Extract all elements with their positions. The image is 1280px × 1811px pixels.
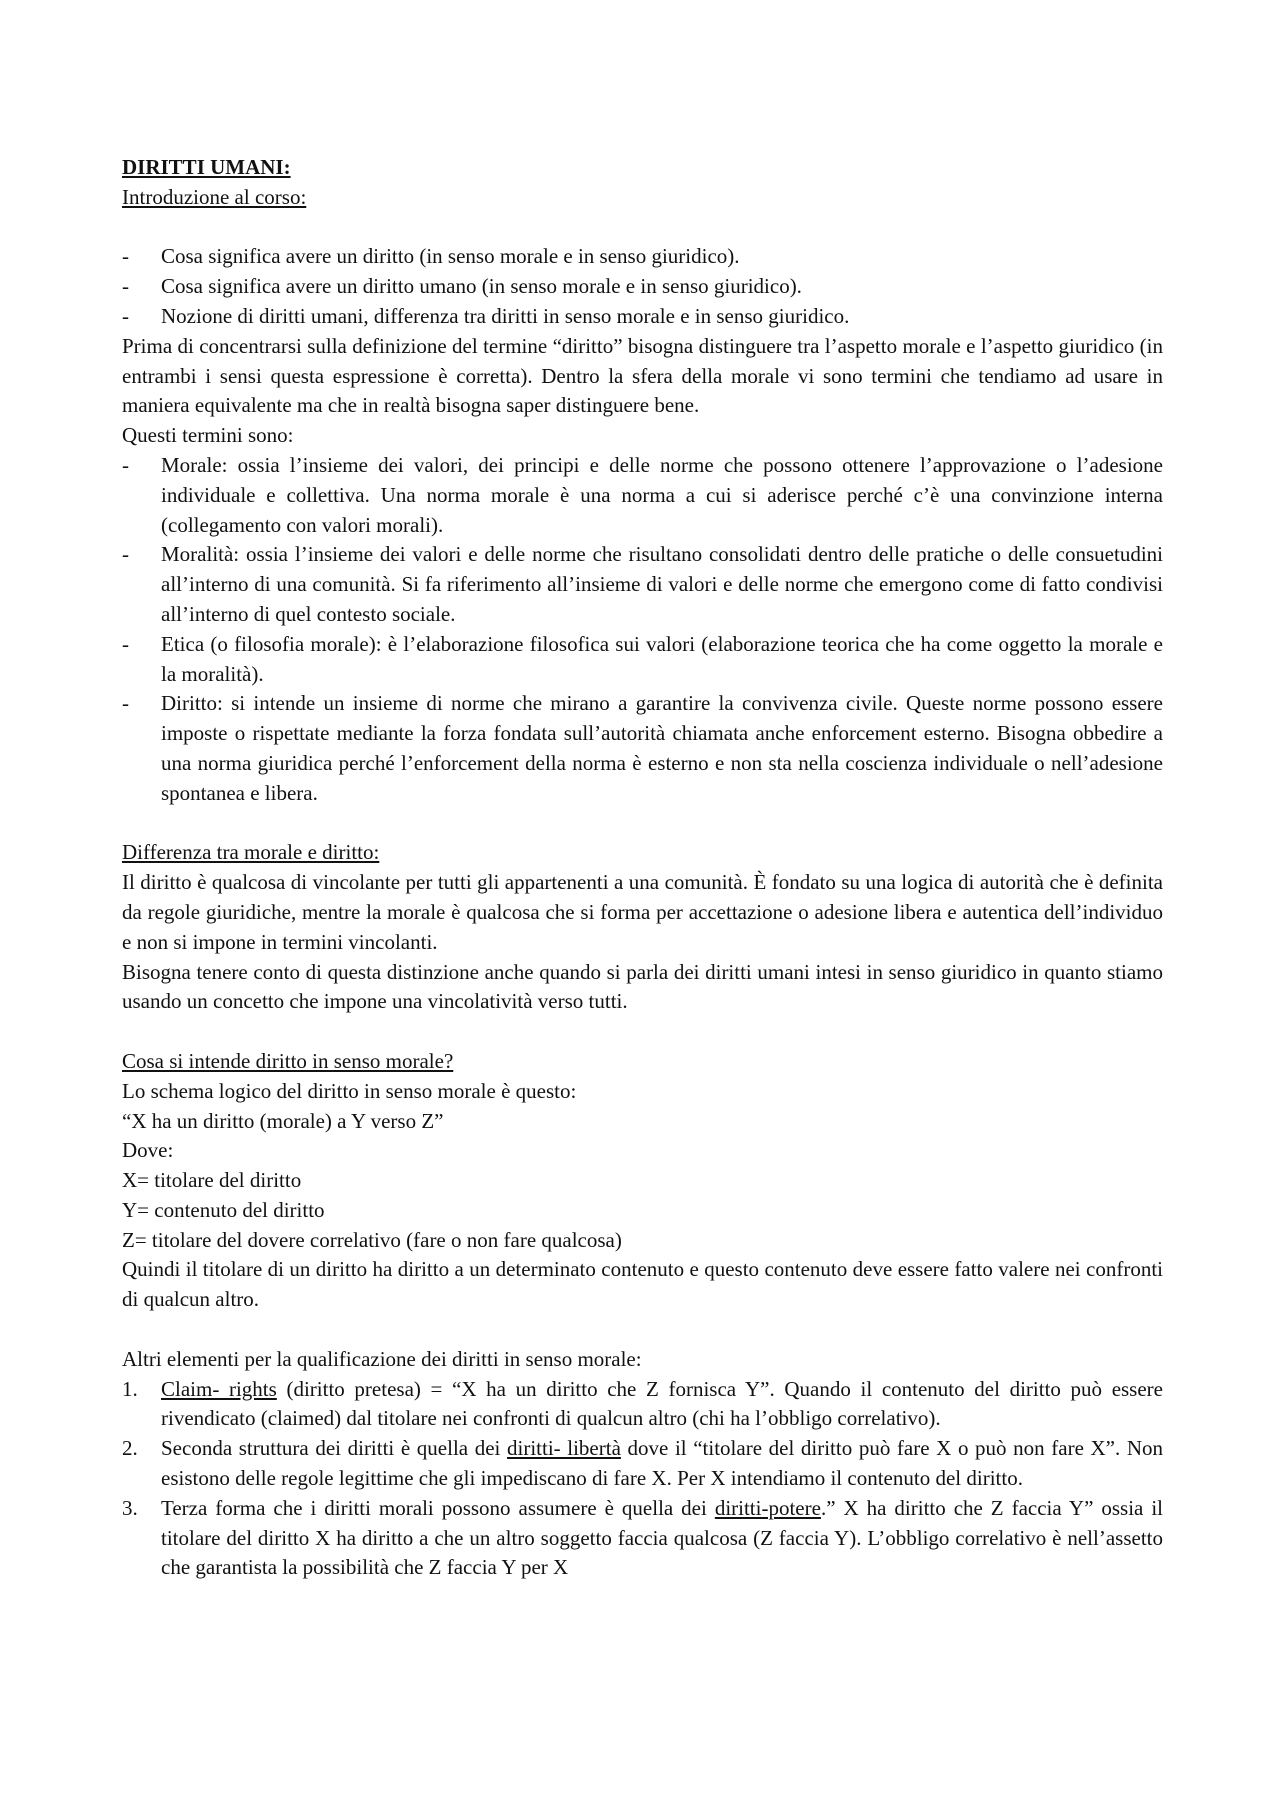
moral-line: X= titolare del diritto — [122, 1168, 302, 1193]
terms-intro: Questi termini sono: — [122, 423, 294, 448]
intro-list — [122, 242, 1163, 331]
term-underlined: diritti- libertà — [507, 1436, 621, 1461]
term-underlined: Claim- rights — [161, 1376, 277, 1401]
list-item: - Etica (o filosofia morale): è l’elaborazione filosofica sui valori (elaborazione teorica che ha come oggetto la morale e la moralità). — [122, 631, 1163, 686]
diff-paragraph: Il diritto è qualcosa di vincolante per tutti gli appartenenti a una comunità. È fondato su una logica di autorità che è definita da regole giuridiche, mentre la morale è qualcosa che si forma per accettazione o adesione libera e autentica dell’individuo e non si impone in termini vincolanti. — [122, 870, 1163, 954]
list-item: 1. Claim- rights (diritto pretesa) = “X ha un diritto che Z fornisca Y”. Quando il contenuto del diritto può essere rivendicato (claimed) dal titolare nei confronti di qualcun altro (chi ha l’obbligo correlativo). — [122, 1376, 1163, 1431]
intro-paragraph: Prima di concentrarsi sulla definizione del termine “diritto” bisogna distinguere tra l’aspetto morale e l’aspetto giuridico (in entrambi i sensi questa espressione è corretta). Dentro la sfera della morale vi sono termini che tendiamo ad usare in maniera equivalente ma che in realtà bisogna saper distinguere bene. — [122, 333, 1163, 418]
moral-heading: Cosa si intende diritto in senso morale? — [122, 1048, 454, 1073]
list-item: - Diritto: si intende un insieme di norme che mirano a garantire la convivenza civile. Queste norme possono essere imposte o rispettate mediante la forza fondata sull’autorità chiamata anche enforcement esterno. Bisogna obbedire a una norma giuridica perché l’enforcement della norma è esterno e non sta nella coscienza individuale o nell’adesione spontanea e libera. — [122, 691, 1163, 805]
moral-paragraph: Quindi il titolare di un diritto ha diritto a un determinato contenuto e questo contenuto deve essere fatto valere nei confronti di qualcun altro. — [122, 1257, 1163, 1312]
dash-marker: - — [122, 274, 129, 299]
list-item: 2. Seconda struttura dei diritti è quella dei diritti- libertà dove il “titolare del diritto può fare X o può non fare X”. Non esistono delle regole legittime che gli impediscano di fare X. Per X intendiamo il contenuto del diritto. — [122, 1436, 1164, 1491]
blank-line — [122, 809, 1163, 839]
moral-line: Z= titolare del dovere correlativo (fare o non fare qualcosa) — [122, 1227, 622, 1252]
terms-list — [122, 451, 1163, 809]
moral-line: Y= contenuto del diritto — [122, 1197, 325, 1222]
number-marker: 1. — [122, 1376, 138, 1401]
moral-line: “X ha un diritto (morale) a Y verso Z” — [122, 1108, 444, 1133]
dash-marker: - — [122, 244, 129, 269]
dash-marker: - — [122, 303, 129, 328]
list-item: - Cosa significa avere un diritto (in senso morale e in senso giuridico). — [122, 242, 1163, 272]
list-item: - Moralità: ossia l’insieme dei valori e delle norme che risultano consolidati dentro delle pratiche o delle consuetudini all’interno di una comunità. Si fa riferimento all’insieme di valori e delle norme che emergono come di fatto condivisi all’interno di quel contesto sociale. — [122, 542, 1163, 626]
list-item: - Morale: ossia l’insieme dei valori, dei principi e delle norme che possono ottenere l’approvazione o l’adesione individuale e collettiva. Una norma morale è una norma a cui si aderisce perché c’è una convinzione interna (collegamento con valori morali). — [122, 452, 1163, 537]
list-item: 3. Terza forma che i diritti morali possono assumere è quella dei diritti-potere.” X ha diritto che Z faccia Y” ossia il titolare del diritto X ha diritto a che un altro soggetto faccia qualcosa (Z faccia Y). L’obbligo correlativo è nell’assetto che garantista la possibilità che Z faccia Y per X — [122, 1495, 1163, 1580]
number-marker: 3. — [122, 1495, 138, 1520]
diff-heading: Differenza tra morale e diritto: — [122, 840, 380, 865]
rights-list — [122, 1375, 1163, 1584]
moral-line: Lo schema logico del diritto in senso morale è questo: — [122, 1078, 577, 1103]
moral-line: Dove: — [122, 1138, 174, 1163]
intro-heading: Introduzione al corso: — [122, 184, 307, 209]
list-item: - Cosa significa avere un diritto umano (in senso morale e in senso giuridico). — [122, 272, 1163, 302]
dash-marker: - — [122, 542, 129, 567]
dash-marker: - — [122, 691, 129, 716]
dash-marker: - — [122, 452, 129, 477]
number-marker: 2. — [122, 1436, 138, 1461]
dash-marker: - — [122, 631, 129, 656]
other-intro: Altri elementi per la qualificazione dei diritti in senso morale: — [122, 1346, 642, 1371]
document-title: DIRITTI UMANI: — [122, 155, 291, 179]
term-underlined: diritti-potere — [714, 1495, 821, 1520]
diff-paragraph: Bisogna tenere conto di questa distinzione anche quando si parla dei diritti umani intesi in senso giuridico in quanto stiamo usando un concetto che impone una vincolatività verso tutti. — [122, 959, 1163, 1014]
blank-line — [122, 1017, 1163, 1047]
blank-line — [122, 1315, 1163, 1345]
blank-line — [122, 213, 1163, 243]
list-item: - Nozione di diritti umani, differenza tra diritti in senso morale e in senso giuridico. — [122, 302, 1163, 332]
